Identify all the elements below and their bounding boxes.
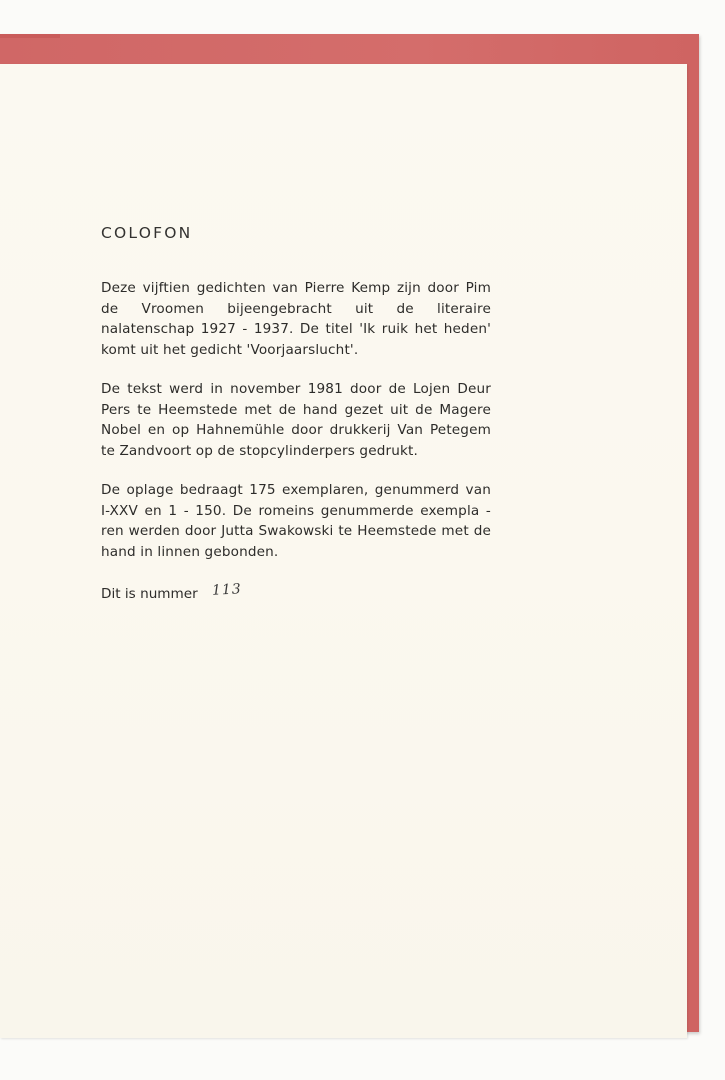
cover-edge [0, 34, 60, 38]
edition-number-line [101, 581, 491, 604]
colophon-content [101, 220, 491, 604]
paragraph-edition: De oplage bedraagt 175 exemplaren, genummerd van I-XXV en 1 - 150. De romeins genummerde exempla - ren werden door Jutta Swakowski te Heemstede met de hand in linnen gebonden. [101, 482, 491, 560]
edition-number-label: Dit is nummer [101, 586, 198, 602]
handwritten-edition-number: 113 [211, 581, 243, 599]
colophon-title: COLOFON [101, 224, 193, 242]
paragraph-printing: De tekst werd in november 1981 door de Lojen Deur Pers te Heemstede met de hand gezet uit de Magere Nobel en op Hahnemühle door drukkerij Van Petegem te Zandvoort op de stopcylinderpers gedrukt. [101, 381, 491, 459]
paragraph-poems: Deze vijftien gedichten van Pierre Kemp zijn door Pim de Vroomen bijeengebracht uit de literaire nalatenschap 1927 - 1937. De titel 'Ik ruik het heden' komt uit het gedicht 'Voorjaarslucht'. [101, 280, 491, 358]
